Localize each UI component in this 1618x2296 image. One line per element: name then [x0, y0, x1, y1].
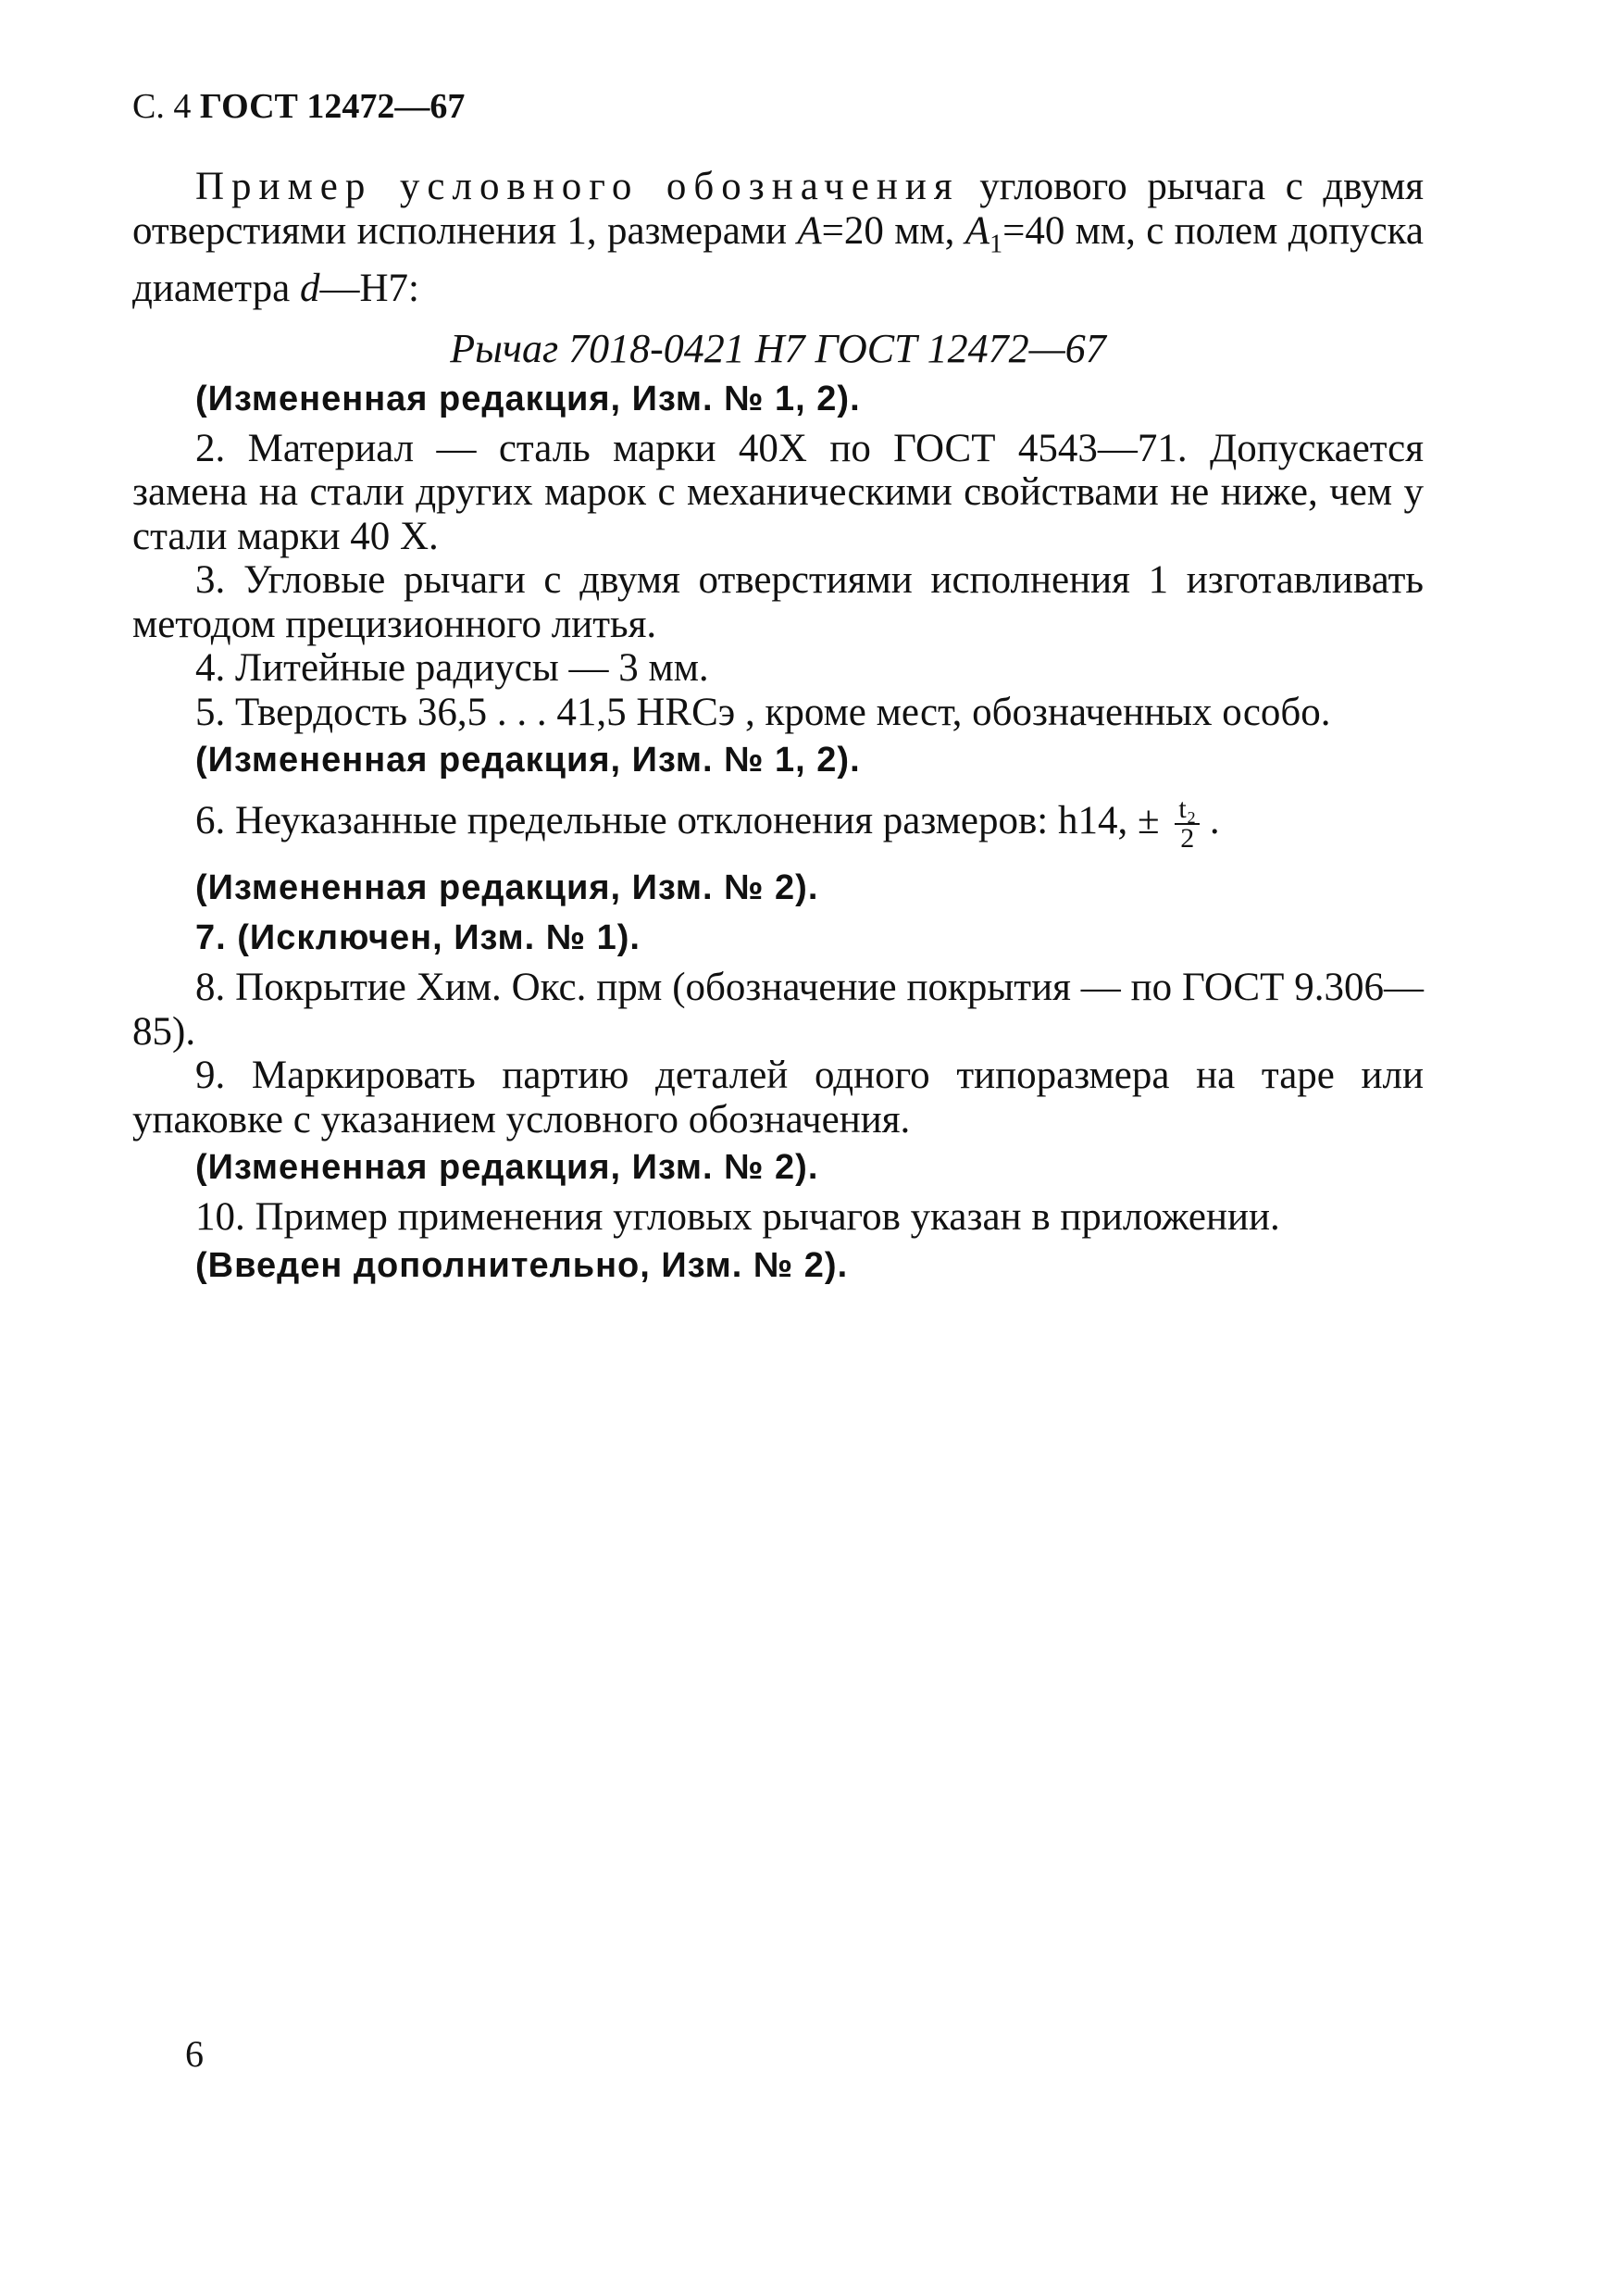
- intro-paragraph: [132, 165, 1424, 310]
- dimension-a-value: =20 мм,: [821, 208, 965, 253]
- example-designation: Рычаг 7018-0421 Н7 ГОСТ 12472—67: [450, 326, 1106, 372]
- item-6-tolerances: [132, 795, 1424, 853]
- fraction-denominator: 2: [1180, 823, 1195, 855]
- dimension-a-label: A: [797, 208, 822, 253]
- dimension-a1-value: =40 мм, с полем допуска диаметра: [132, 208, 1424, 310]
- fraction: [1175, 795, 1200, 853]
- amendment-note-3: (Измененная редакция, Изм. № 2).: [195, 868, 819, 908]
- item-10-application: 10. Пример применения угловых рычагов указан в приложении.: [195, 1195, 1280, 1240]
- item-4-casting-radii: 4. Литейные радиусы — 3 мм.: [195, 646, 709, 691]
- item-8-coating: 8. Покрытие Хим. Окс. прм (обозначение покрытия — по ГОСТ 9.306—85).: [132, 966, 1424, 1054]
- page-header: [132, 85, 465, 128]
- diameter-label: d: [299, 266, 320, 310]
- amendment-note-1: (Измененная редакция, Изм. № 1, 2).: [195, 379, 861, 418]
- dimension-a1-label: A: [965, 208, 990, 253]
- diameter-tolerance: —Н7:: [319, 266, 419, 310]
- item-2-material: 2. Материал — сталь марки 40Х по ГОСТ 4543—71. Допускается замена на стали других марок с механическими свойствами не ниже, чем у стали марки 40 Х.: [132, 426, 1424, 558]
- amendment-note-2: (Измененная редакция, Изм. № 1, 2).: [195, 741, 861, 780]
- dimension-a1-subscript: 1: [989, 230, 1003, 259]
- item-6-text: 6. Неуказанные предельные отклонения размеров: h14, ±: [195, 798, 1170, 842]
- item-7-excluded: 7. (Исключен, Изм. № 1).: [195, 918, 641, 958]
- intro-text: углового рычага с двумя отверстиями исполнения 1, размерами: [132, 165, 1424, 253]
- item-9-marking: 9. Маркировать партию деталей одного типоразмера на таре или упаковке с указанием условного обозначения.: [132, 1054, 1424, 1142]
- item-5-hardness: 5. Твердость 36,5 . . . 41,5 HRCэ , кроме мест, обозначенных особо.: [195, 690, 1331, 734]
- amendment-note-4: (Измененная редакция, Изм. № 2).: [195, 1148, 819, 1188]
- standard-code: ГОСТ 12472—67: [199, 87, 466, 126]
- page-number: 6: [185, 2033, 204, 2075]
- intro-lead: Пример условного обозначения: [195, 165, 960, 208]
- fraction-numerator: t₂: [1175, 795, 1200, 825]
- amendment-note-5: (Введен дополнительно, Изм. № 2).: [195, 1245, 849, 1285]
- page-label: С. 4: [132, 87, 192, 126]
- document-body: [132, 165, 1424, 1293]
- item-3-manufacturing: 3. Угловые рычаги с двумя отверстиями исполнения 1 изготавливать методом прецизионного литья.: [132, 558, 1424, 646]
- item-6-end: .: [1200, 798, 1220, 842]
